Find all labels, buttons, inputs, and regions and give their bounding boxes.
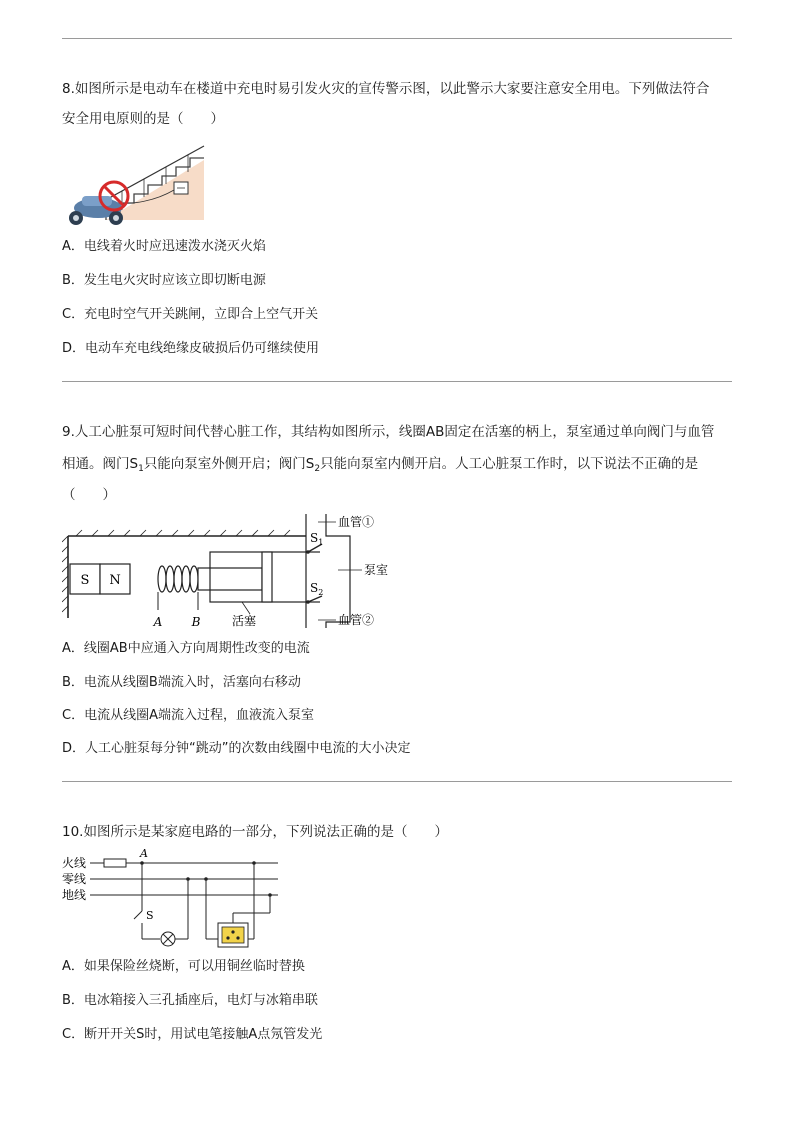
q9-valve2-sub: 2 bbox=[318, 588, 324, 597]
q9-valve2-label: $S_2$ bbox=[310, 581, 324, 597]
q9-magnet-n-label: N bbox=[109, 573, 121, 588]
q9-stem-sub-2: 2 bbox=[314, 464, 321, 474]
q8-stem-line1: 8.如图所示是电动车在楼道中充电时易引发火灾的宣传警示图，以此警示大家要注意安全用电。下列做法符合 bbox=[62, 81, 710, 97]
q9-stem-line2 bbox=[62, 455, 698, 478]
separator-q9-q10 bbox=[62, 781, 732, 782]
q8-option-a[interactable]: A．电线着火时应迅速泼水浇灭火焰 bbox=[62, 239, 266, 254]
q9-pump-room-label: 泵室 bbox=[364, 563, 389, 577]
q8-option-d[interactable]: D．电动车充电线绝缘皮破损后仍可继续使用 bbox=[62, 341, 320, 356]
q10-neutral-wire-label: 零线 bbox=[62, 872, 87, 886]
q9-option-c[interactable]: C．电流从线圈A端流入过程，血液流入泵室 bbox=[62, 708, 314, 723]
q10-live-wire-label: 火线 bbox=[62, 856, 87, 870]
q8-option-b[interactable]: B．发生电火灾时应该立即切断电源 bbox=[62, 273, 266, 288]
separator-top bbox=[62, 38, 732, 39]
q9-stem-line3: （ ） bbox=[62, 487, 116, 503]
q9-stem-line2-part-c: 只能向泵室内侧开启。人工心脏泵工作时，以下说法不正确的是 bbox=[320, 456, 699, 472]
q9-stem-line2-part-a: 相通。阀门S bbox=[62, 456, 139, 472]
q9-stem-line1: 9.人工心脏泵可短时间代替心脏工作，其结构如图所示，线圈AB固定在活塞的柄上，泵室通过单向阀门与血管 bbox=[62, 424, 715, 440]
q9-option-a[interactable]: A．线圈AB中应通入方向周期性改变的电流 bbox=[62, 641, 310, 656]
q9-vessel1-label: 血管① bbox=[338, 515, 375, 529]
q10-option-b[interactable]: B．电冰箱接入三孔插座后，电灯与冰箱串联 bbox=[62, 993, 318, 1008]
q9-option-b[interactable]: B．电流从线圈B端流入时，活塞向右移动 bbox=[62, 675, 301, 690]
q9-stem-line2-part-b: 只能向泵室外侧开启；阀门S bbox=[143, 456, 315, 472]
q8-stem-line2: 安全用电原则的是（ ） bbox=[62, 111, 224, 127]
q9-piston-label: 活塞 bbox=[232, 614, 257, 628]
q10-stem: 10.如图所示是某家庭电路的一部分，下列说法正确的是（ ） bbox=[62, 824, 448, 840]
q10-option-a[interactable]: A．如果保险丝烧断，可以用铜丝临时替换 bbox=[62, 959, 305, 974]
q8-warning-figure bbox=[62, 140, 208, 226]
q8-option-c[interactable]: C．充电时空气开关跳闸，立即合上空气开关 bbox=[62, 307, 319, 322]
q9-valve1-label: $S_1$ bbox=[310, 531, 324, 547]
q9-coil-b-label: B bbox=[191, 615, 201, 629]
q9-magnet-s-label: S bbox=[80, 573, 90, 588]
q10-option-c[interactable]: C．断开开关S时，用试电笔接触A点氖管发光 bbox=[62, 1027, 323, 1042]
q9-valve1-sub: 1 bbox=[318, 538, 324, 547]
q9-vessel2-label: 血管② bbox=[338, 613, 375, 627]
q10-switch-s-label: S bbox=[146, 909, 154, 922]
q9-option-d[interactable]: D．人工心脏泵每分钟“跳动”的次数由线圈中电流的大小决定 bbox=[62, 741, 411, 756]
q10-household-circuit-figure bbox=[60, 847, 286, 949]
separator-q8-q9 bbox=[62, 381, 732, 382]
q9-stem-sub-1: 1 bbox=[138, 464, 144, 474]
q10-ground-wire-label: 地线 bbox=[62, 888, 87, 902]
q9-coil-a-label: A bbox=[153, 615, 163, 629]
q10-point-a-label: A bbox=[140, 847, 148, 860]
q9-heart-pump-figure bbox=[62, 510, 402, 632]
